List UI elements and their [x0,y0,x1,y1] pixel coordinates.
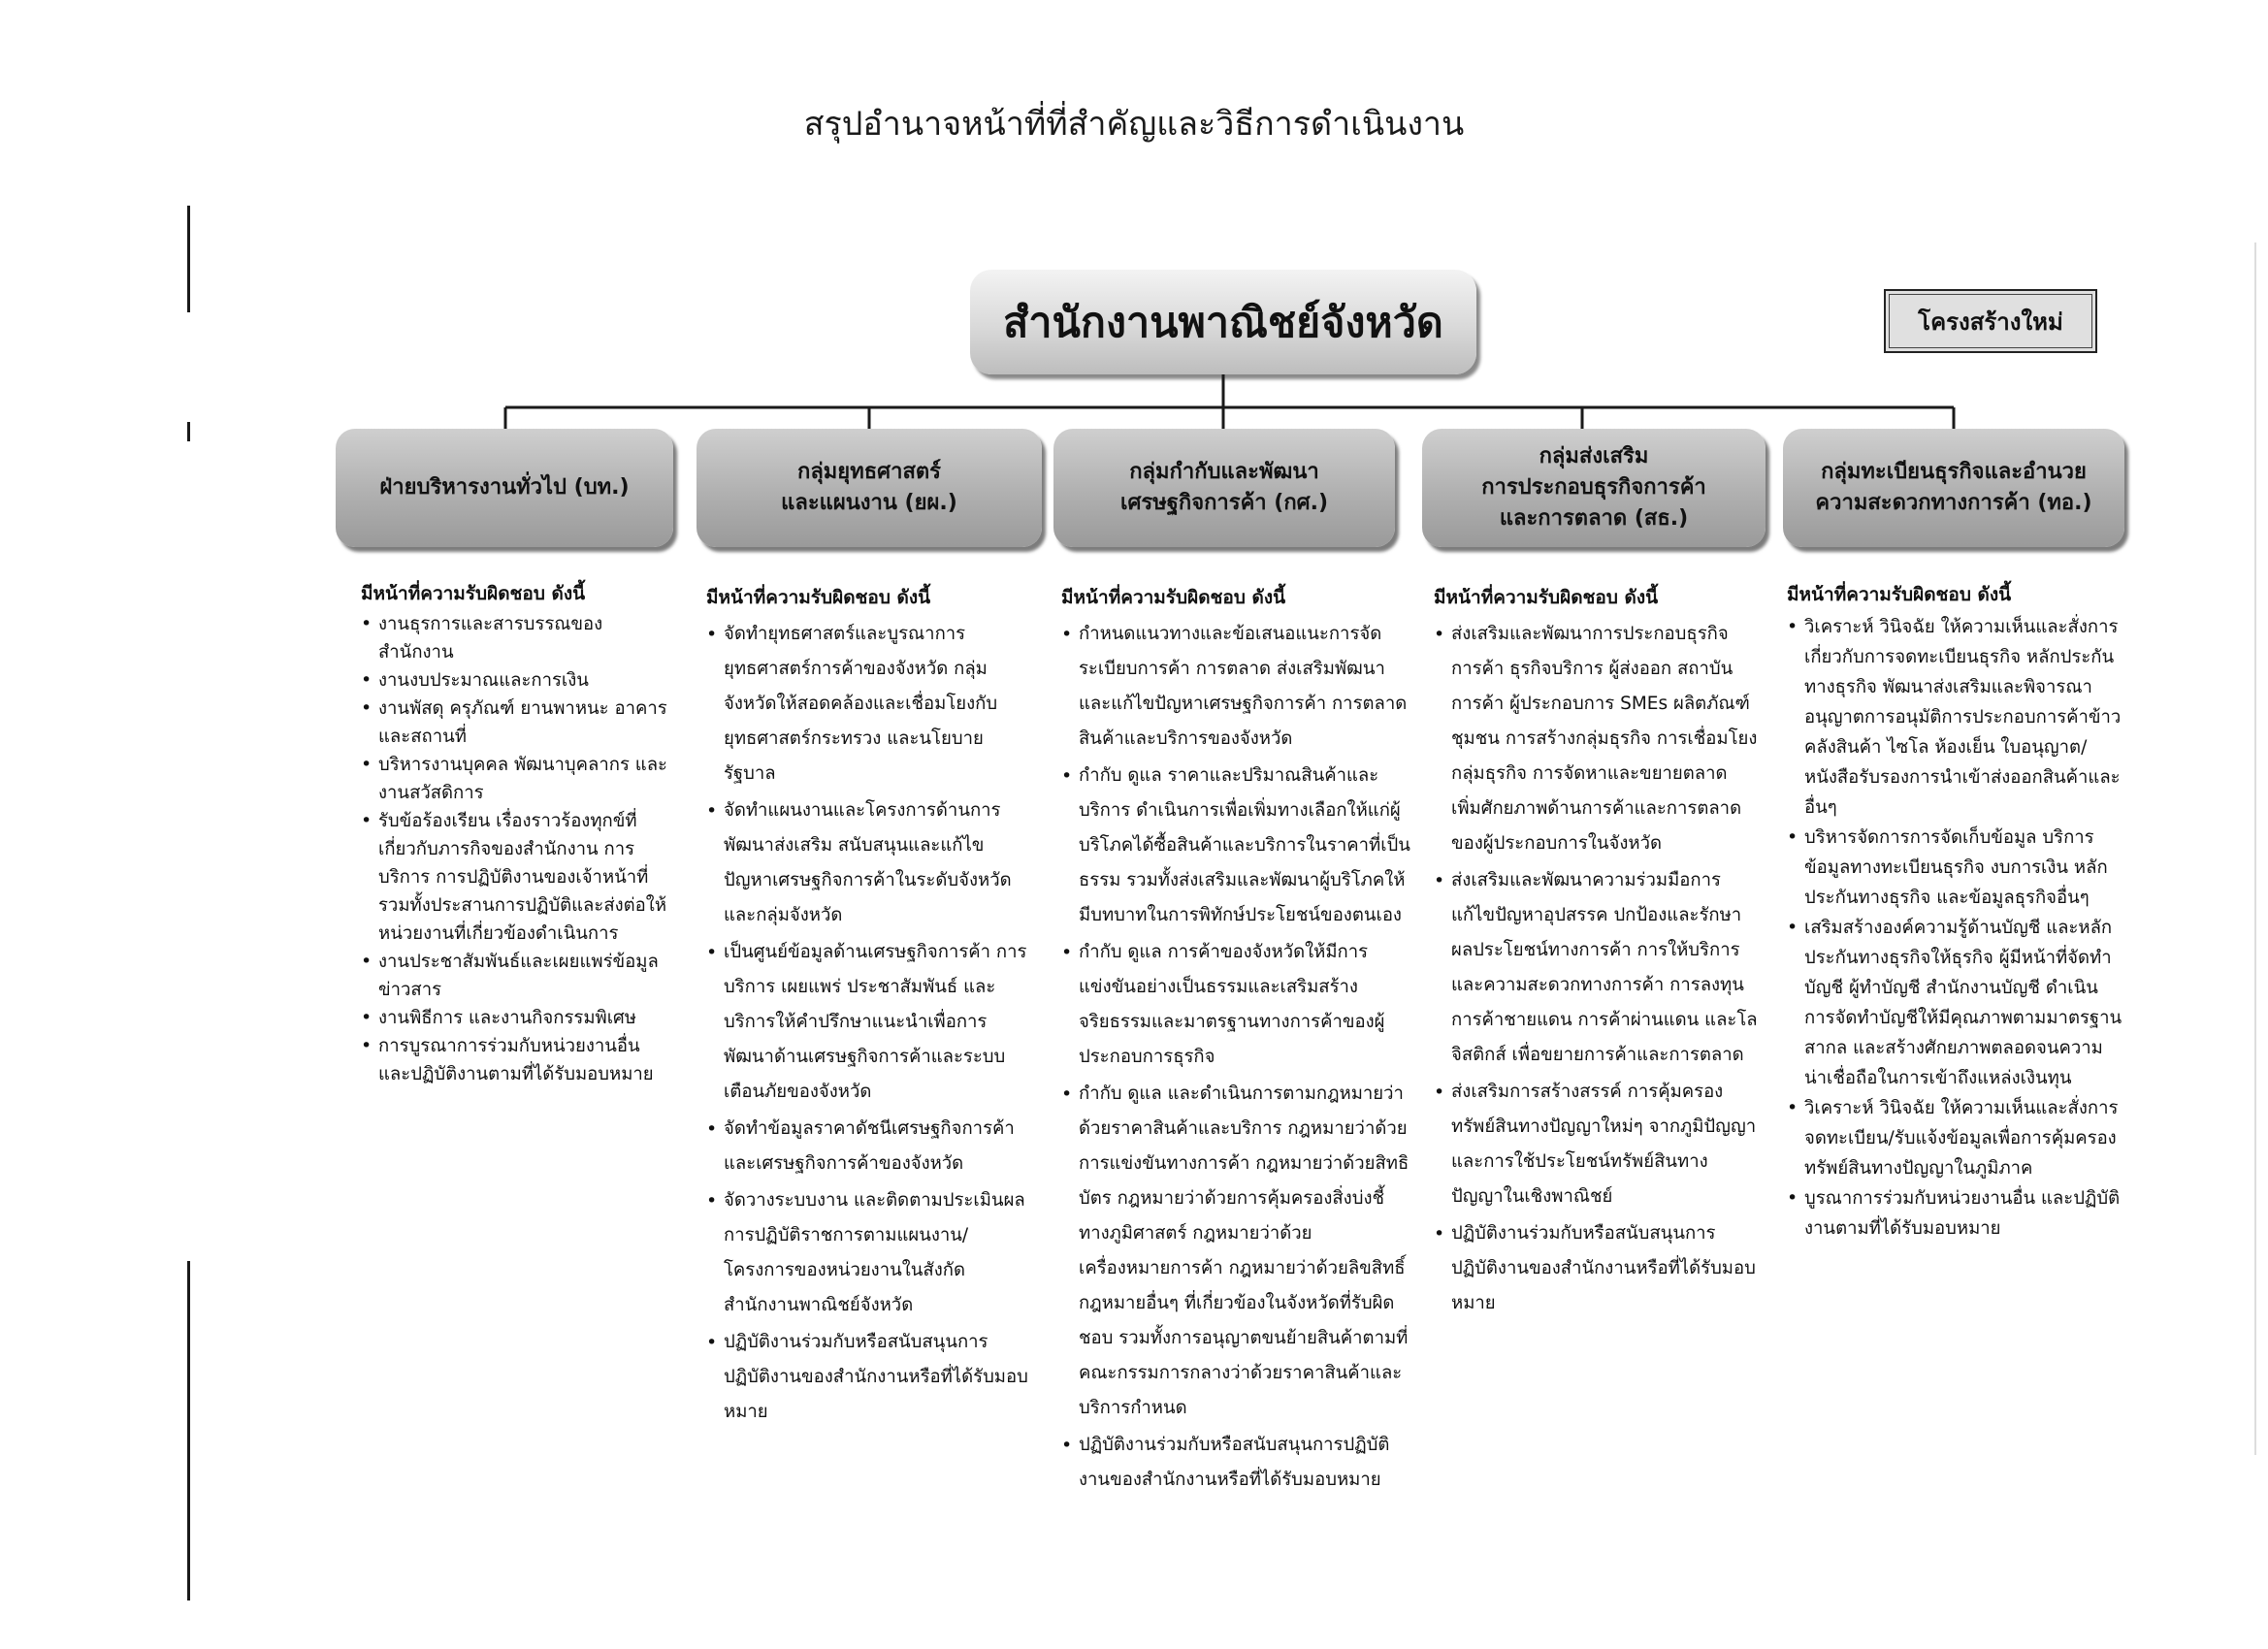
dept-box-regulation [1053,429,1395,547]
duty-item: • เป็นศูนย์ข้อมูลด้านเศรษฐกิจการค้า การบริการ เผยแพร่ ประชาสัมพันธ์ และบริการให้คำปรึกษาแนะนำเพื่อการพัฒนาด้านเศรษฐกิจการค้าและระบบเตือนภัยของจังหวัด [706,935,1031,1110]
dept-box-promotion [1422,429,1766,547]
new-structure-badge-label: โครงสร้างใหม่ [1918,307,2063,336]
dept-box-registration [1783,429,2124,547]
duty-item: • กำกับ ดูแล และดำเนินการตามกฎหมายว่าด้วยราคาสินค้าและบริการ กฎหมายว่าด้วยการแข่งขันทางการค้า กฎหมายว่าด้วยสิทธิบัตร กฎหมายว่าด้วยการคุ้มครองสิ่งบ่งชี้ทางภูมิศาสตร์ กฎหมายว่าด้วยเครื่องหมายการค้า กฎหมายว่าด้วยลิขสิทธิ์ กฎหมายอื่นๆ ที่เกี่ยวข้องในจังหวัดที่รับผิดชอบ รวมทั้งการอนุญาตขนย้ายสินค้าตามที่คณะกรรมการกลางว่าด้วยราคาสินค้าและบริการกำหนด [1061,1077,1410,1426]
duties-list [1787,612,2124,1244]
duty-item: • งานพัสดุ ครุภัณฑ์ ยานพาหนะ อาคารและสถานที่ [361,695,671,751]
duty-item: • จัดวางระบบงาน และติดตามประเมินผลการปฏิบัติราชการตามแผนงาน/โครงการของหน่วยงานในสังกัดสำนักงานพาณิชย์จังหวัด [706,1183,1031,1323]
duty-item: • วิเคราะห์ วินิจฉัย ให้ความเห็นและสั่งการจดทะเบียน/รับแจ้งข้อมูลเพื่อการคุ้มครองทรัพย์สินทางปัญญาในภูมิภาค [1787,1093,2124,1183]
duty-item: • ส่งเสริมและพัฒนาการประกอบธุรกิจการค้า ธุรกิจบริการ ผู้ส่งออก สถาบันการค้า ผู้ประกอบการ SMEs ผลิตภัณฑ์ชุมชน การสร้างกลุ่มธุรกิจ การเชื่อมโยงกลุ่มธุรกิจ การจัดหาและขยายตลาด เพิ่มศักยภาพด้านการค้าและการตลาดของผู้ประกอบการในจังหวัด [1434,617,1759,861]
duty-item: • ปฏิบัติงานร่วมกับหรือสนับสนุนการปฏิบัติงานของสำนักงานหรือที่ได้รับมอบหมาย [706,1325,1031,1430]
dept-name: กลุ่มกำกับและพัฒนา เศรษฐกิจการค้า (กศ.) [1119,460,1329,515]
duty-item: • ปฏิบัติงานร่วมกับหรือสนับสนุนการปฏิบัติงานของสำนักงานหรือที่ได้รับมอบหมาย [1061,1428,1410,1498]
duties-heading: มีหน้าที่ความรับผิดชอบ ดังนี้ [1061,587,1286,608]
dept-name: กลุ่มทะเบียนธุรกิจและอำนวย ความสะดวกทางการค้า (ทอ.) [1815,460,2092,515]
duty-item: • ส่งเสริมและพัฒนาความร่วมมือการแก้ไขปัญหาอุปสรรค ปกป้องและรักษาผลประโยชน์ทางการค้า การให้บริการและความสะดวกทางการค้า การลงทุน การค้าชายแดน การค้าผ่านแดน และโลจิสติกส์ เพื่อขยายการค้าและการตลาด [1434,863,1759,1073]
dept-name: กลุ่มส่งเสริม การประกอบธุรกิจการค้า และการตลาด (สธ.) [1481,444,1706,531]
duties-list [1061,617,1410,1498]
duty-item: • วิเคราะห์ วินิจฉัย ให้ความเห็นและสั่งการเกี่ยวกับการจดทะเบียนธุรกิจ หลักประกันทางธุรกิจ พัฒนาส่งเสริมและพิจารณาอนุญาตการอนุมัติการประกอบการค้าข้าว คลังสินค้า ไซโล ห้องเย็น ใบอนุญาต/หนังสือรับรองการนำเข้าส่งออกสินค้าและอื่นๆ [1787,612,2124,823]
dept-box-general-admin [336,429,673,547]
duty-item: • ส่งเสริมการสร้างสรรค์ การคุ้มครองทรัพย์สินทางปัญญาใหม่ๆ จากภูมิปัญญา และการใช้ประโยชน์ทรัพย์สินทางปัญญาในเชิงพาณิชย์ [1434,1075,1759,1214]
duties-column-promotion [1434,580,1759,1323]
duties-column-regulation [1061,580,1410,1500]
duty-item: • งานงบประมาณและการเงิน [361,666,671,695]
duties-list [1434,617,1759,1321]
dept-name: กลุ่มยุทธศาสตร์ และแผนงาน (ยผ.) [781,460,957,515]
duty-item: • งานประชาสัมพันธ์และเผยแพร่ข้อมูลข่าวสาร [361,948,671,1004]
duty-item: • กำกับ ดูแล การค้าของจังหวัดให้มีการแข่งขันอย่างเป็นธรรมและเสริมสร้างจริยธรรมและมาตรฐานทางการค้าของผู้ประกอบการธุรกิจ [1061,935,1410,1075]
duty-item: • จัดทำแผนงานและโครงการด้านการพัฒนาส่งเสริม สนับสนุนและแก้ไขปัญหาเศรษฐกิจการค้าในระดับจังหวัด และกลุ่มจังหวัด [706,793,1031,933]
duty-item: • บริหารจัดการการจัดเก็บข้อมูล บริการข้อมูลทางทะเบียนธุรกิจ งบการเงิน หลักประกันทางธุรกิจ และข้อมูลธุรกิจอื่นๆ [1787,823,2124,913]
duty-item: • ปฏิบัติงานร่วมกับหรือสนับสนุนการปฏิบัติงานของสำนักงานหรือที่ได้รับมอบหมาย [1434,1216,1759,1321]
duties-heading: มีหน้าที่ความรับผิดชอบ ดังนี้ [361,583,586,604]
duty-item: • จัดทำยุทธศาสตร์และบูรณาการยุทธศาสตร์การค้าของจังหวัด กลุ่มจังหวัดให้สอดคล้องและเชื่อมโยงกับยุทธศาสตร์กระทรวง และนโยบายรัฐบาล [706,617,1031,792]
duty-item: • เสริมสร้างองค์ความรู้ด้านบัญชี และหลักประกันทางธุรกิจให้ธุรกิจ ผู้มีหน้าที่จัดทำบัญชี ผู้ทำบัญชี สำนักงานบัญชี ดำเนินการจัดทำบัญชีให้มีคุณภาพตามมาตรฐานสากล และสร้างศักยภาพตลอดจนความน่าเชื่อถือในการเข้าถึงแหล่งเงินทุน [1787,913,2124,1093]
duties-list [361,610,671,1088]
dept-name: ฝ่ายบริหารงานทั่วไป (บท.) [379,475,630,501]
duty-item: • งานพิธีการ และงานกิจกรรมพิเศษ [361,1004,671,1032]
duty-item: • รับข้อร้องเรียน เรื่องราวร้องทุกข์ที่เกี่ยวกับภารกิจของสำนักงาน การบริการ การปฏิบัติงานของเจ้าหน้าที่ รวมทั้งประสานการปฏิบัติและส่งต่อให้หน่วยงานที่เกี่ยวข้องดำเนินการ [361,807,671,948]
dept-box-strategy [697,429,1042,547]
duties-list [706,617,1031,1430]
duty-item: • บูรณาการร่วมกับหน่วยงานอื่น และปฏิบัติงานตามที่ได้รับมอบหมาย [1787,1183,2124,1244]
duty-item: • งานธุรการและสารบรรณของสำนักงาน [361,610,671,666]
right-scan-edge [2254,242,2256,1455]
duties-column-registration [1787,580,2124,1244]
duty-item: • กำกับ ดูแล ราคาและปริมาณสินค้าและบริการ ดำเนินการเพื่อเพิ่มทางเลือกให้แก่ผู้บริโภคได้ซื้อสินค้าและบริการในราคาที่เป็นธรรม รวมทั้งส่งเสริมและพัฒนาผู้บริโภคให้มีบทบาทในการพิทักษ์ประโยชน์ของตนเอง [1061,759,1410,933]
duties-heading: มีหน้าที่ความรับผิดชอบ ดังนี้ [706,587,931,608]
page-title: สรุปอำนาจหน้าที่ที่สำคัญและวิธีการดำเนินงาน [803,105,1465,144]
duty-item: • บริหารงานบุคคล พัฒนาบุคลากร และงานสวัสดิการ [361,751,671,807]
duty-item: • กำหนดแนวทางและข้อเสนอแนะการจัดระเบียบการค้า การตลาด ส่งเสริมพัฒนาและแก้ไขปัญหาเศรษฐกิจการค้า การตลาดสินค้าและบริการของจังหวัด [1061,617,1410,757]
duty-item: • การบูรณาการร่วมกับหน่วยงานอื่น และปฏิบัติงานตามที่ได้รับมอบหมาย [361,1032,671,1088]
duties-column-strategy [706,580,1031,1432]
duty-item: • จัดทำข้อมูลราคาดัชนีเศรษฐกิจการค้าและเศรษฐกิจการค้าของจังหวัด [706,1112,1031,1181]
duties-heading: มีหน้าที่ความรับผิดชอบ ดังนี้ [1434,587,1659,608]
duties-heading: มีหน้าที่ความรับผิดชอบ ดังนี้ [1787,584,2012,605]
main-office-name: สำนักงานพาณิชย์จังหวัด [1003,299,1443,347]
duties-column-general-admin [361,580,671,1088]
